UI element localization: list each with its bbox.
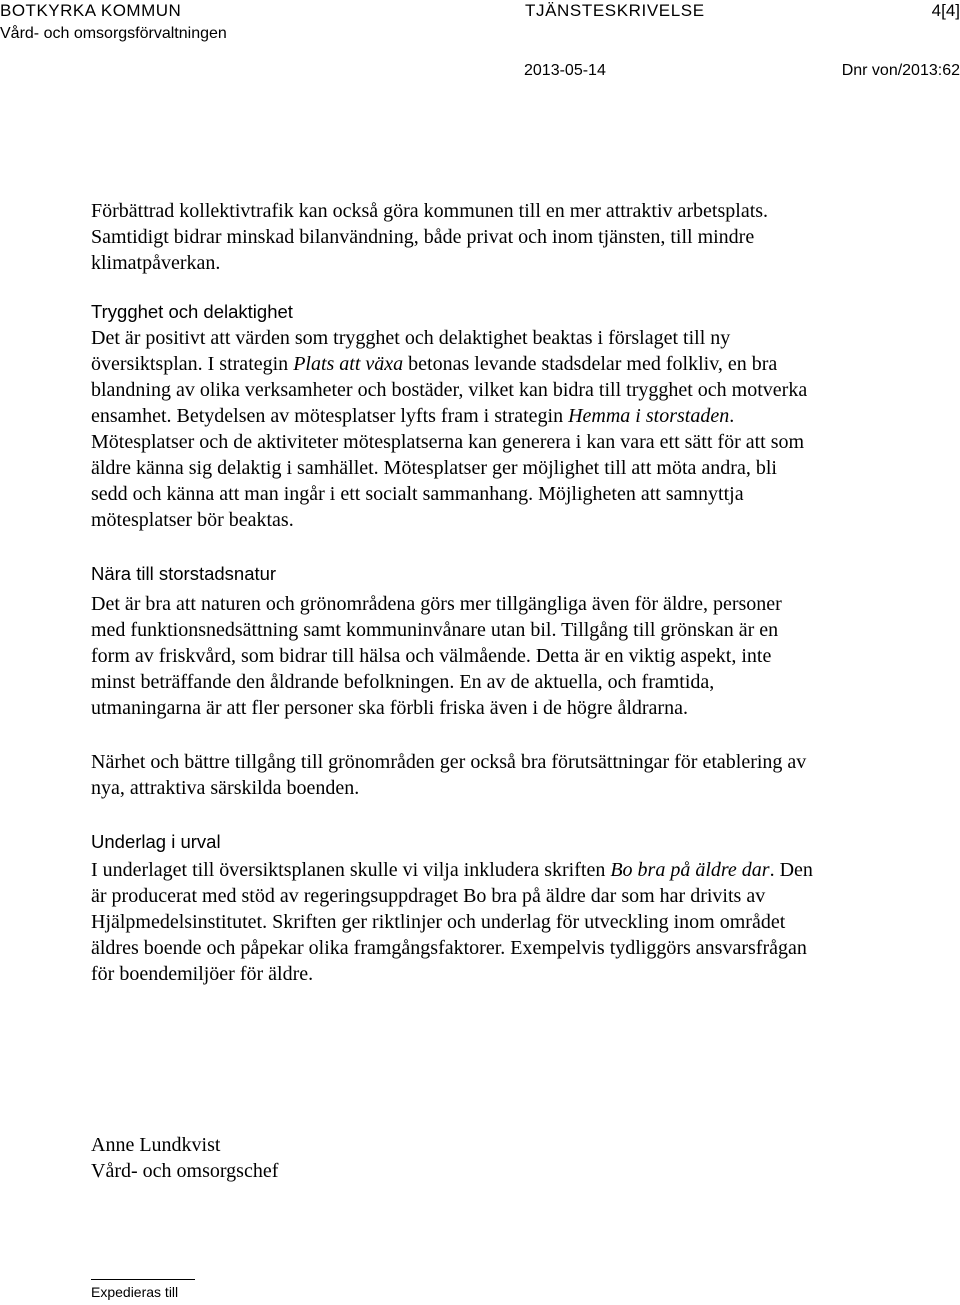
department-name: Vård- och omsorgsförvaltningen: [0, 25, 227, 42]
strategy-title-plats: Plats att växa: [293, 353, 404, 375]
page-number: 4[4]: [931, 1, 960, 20]
underlag-text-b: . Den är producerat med stöd av regeringsuppdraget Bo bra på äldre dar som har drivits av Hjälpmedelsinstitutet. Skriften ger riktlinjer och underlag för utveckling inom området äldres boende och påpekar olika framgångsfaktorer. Exempelvis tydliggörs ansvarsfrågan för boendemiljöer för äldre.: [91, 859, 813, 985]
section-heading-trygghet: Trygghet och delaktighet: [91, 301, 293, 322]
publication-title: Bo bra på äldre dar: [610, 859, 770, 881]
distribution-note: Expedieras till: [91, 1284, 179, 1300]
document-type: TJÄNSTESKRIVELSE: [525, 1, 705, 20]
trygghet-text-a: Det är positivt att värden som trygghet och delaktighet beaktas i förslaget till ny översiktsplan. I strategin: [91, 327, 731, 375]
section-heading-underlag: Underlag i urval: [91, 831, 221, 852]
trygghet-text-c: . Mötesplatser och de aktiviteter mötesplatserna kan generera i kan vara ett sätt för att som äldre känna sig delaktig i samhället. Mötesplatser ger möjlighet till att möta andra, bli sedd och känna att man ingår i ett socialt sammanhang. Möjligheten att samnyttja mötesplatser bör beaktas.: [91, 405, 805, 531]
signatory-title: Vård- och omsorgschef: [91, 1160, 279, 1182]
trygghet-paragraph: [91, 325, 813, 533]
underlag-paragraph: [91, 857, 813, 987]
underlag-text-a: I underlaget till översiktsplanen skulle vi vilja inkludera skriften: [91, 859, 611, 881]
signatory-name: Anne Lundkvist: [91, 1134, 221, 1156]
strategy-title-hemma: Hemma i storstaden: [568, 405, 730, 427]
document-registration-number: Dnr von/2013:62: [841, 62, 960, 79]
intro-paragraph: Förbättrad kollektivtrafik kan också göra kommunen till en mer attraktiv arbetsplats. Samtidigt bidrar minskad bilanvändning, både privat och inom tjänsten, till mindre klimatpåverkan.: [91, 200, 769, 274]
document-date: 2013-05-14: [524, 62, 606, 79]
document-body: [91, 198, 813, 987]
trygghet-text-b: betonas levande stadsdelar med folkliv, en bra blandning av olika verksamheter och bostäder, vilket kan bidra till trygghet och motverka ensamhet. Betydelsen av mötesplatser lyfts fram i strategin: [91, 353, 808, 427]
section-heading-natur: Nära till storstadsnatur: [91, 563, 277, 584]
signature-block: [91, 1132, 278, 1184]
organization-name: BOTKYRKA KOMMUN: [0, 1, 182, 20]
natur-paragraph-2: Närhet och bättre tillgång till grönområden ger också bra förutsättningar för etablering av nya, attraktiva särskilda boenden.: [91, 751, 807, 799]
natur-paragraph-1: Det är bra att naturen och grönområdena görs mer tillgängliga även för äldre, personer med funktionsnedsättning samt kommuninvånare utan bil. Tillgång till grönskan är en form av friskvård, som bidrar till hälsa och välmående. Detta är en viktig aspekt, inte minst beträffande den åldrande befolkningen. En av de aktuella, och framtida, utmaningarna är att fler personer ska förbli friska även i de högre åldrarna.: [91, 593, 782, 719]
footnote-divider: [91, 1279, 195, 1280]
